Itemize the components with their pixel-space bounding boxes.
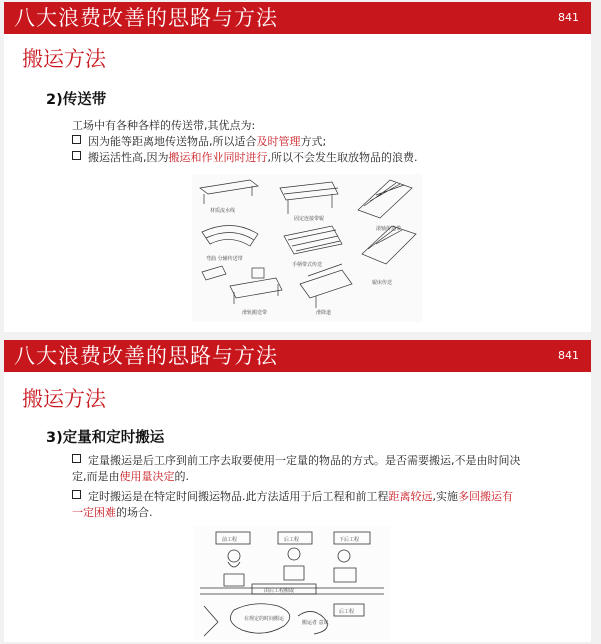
figure-label: 手柄带式传送 (292, 262, 323, 268)
checkbox-bullet-icon (72, 490, 81, 499)
page-number: 841 (558, 11, 579, 24)
conveyor-types-illustration (192, 174, 422, 322)
figure-label: 材质流水线 (210, 208, 236, 214)
highlight-text: 搬运和作业同时进行 (168, 151, 268, 164)
checkbox-bullet-icon (72, 151, 81, 160)
figure-label: 在规定的时间搬运 (244, 616, 285, 622)
figure-label: 弯曲 分辅传送带 (206, 256, 243, 262)
bullet-1: 因为能等距离地传送物品,所以适合及时管理方式; (72, 134, 572, 150)
section-heading: 搬运方法 (22, 47, 106, 71)
figure-label: 后工程 (284, 537, 300, 543)
slide-quantity-timed (4, 340, 591, 642)
figure-label: 下后工程 (339, 537, 360, 543)
subheading: 2)传送带 (46, 92, 107, 108)
bullet-2: 搬运活性高,因为搬运和作业同时进行,所以不会发生取放物品的浪费. (72, 150, 572, 166)
subheading: 3)定量和定时搬运 (46, 430, 165, 446)
highlight-text: 距离较远 (388, 490, 433, 503)
transport-illustration (194, 526, 390, 640)
page-number: 841 (558, 349, 579, 362)
highlight-text: 及时管理 (256, 135, 301, 148)
title-bar (4, 2, 591, 34)
checkbox-bullet-icon (72, 135, 81, 144)
figure-label: 滑轨搬送带 (242, 310, 268, 316)
figure-label: 由后工程搬取 (264, 588, 295, 594)
figure-label: 滑降道 (316, 310, 332, 316)
intro-text: 工场中有各种各样的传送带,其优点为: (72, 119, 256, 132)
figure-label: 固定连接带辊 (294, 216, 325, 222)
checkbox-bullet-icon (72, 454, 81, 463)
figure-label: 辊床传送 (372, 280, 393, 286)
section-heading: 搬运方法 (22, 387, 106, 411)
bullet-2: 定时搬运是在特定时间搬运物品.此方法适用于后工程和前工程距离较远,实施多回搬运有一定困难的场合. (72, 490, 513, 519)
figure-label: 前工程 (222, 537, 238, 543)
slide-title: 八大浪费改善的思路与方法 (14, 6, 278, 30)
figure-label: 滚轴传送带 (376, 226, 402, 232)
bullet-1: 定量搬运是后工序到前工序去取要使用一定量的物品的方式。是否需要搬运,不是由时间决定,而是由使用量决定的. (72, 454, 521, 483)
figure-label: 后工程 (339, 609, 355, 615)
highlight-text: 使用量决定 (119, 470, 175, 483)
figure-label: 搬运者 意识 (302, 620, 329, 626)
slide-conveyor (4, 2, 591, 332)
highlight-text: 多回搬运有一定困难 (72, 490, 513, 519)
slide-title: 八大浪费改善的思路与方法 (14, 344, 278, 368)
title-bar (4, 340, 591, 372)
